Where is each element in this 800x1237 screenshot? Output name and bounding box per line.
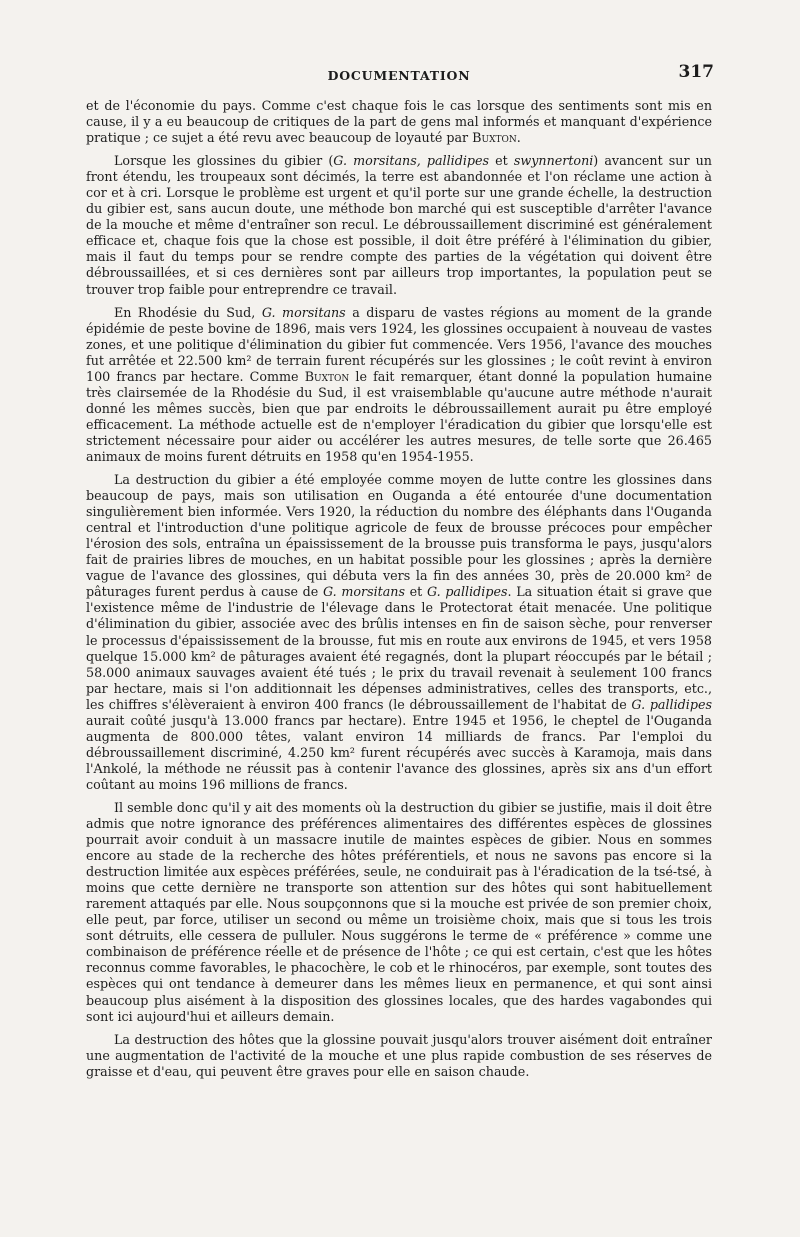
running-header (86, 62, 712, 86)
paragraph-6-text: La destruction des hôtes que la glossine pouvait jusqu'alors trouver aisément doit entraîner une augmentation de l'activité de la mouche et une plus rapide combustion de ses réserves de graisse et d'eau, qui peuvent être graves pour elle en saison chaude. (86, 1031, 712, 1079)
species-name: G. pallidipes (631, 696, 712, 712)
species-name: G. morsitans, pallidipes (333, 153, 490, 169)
paragraph-2 (86, 153, 712, 297)
paragraph-1-text: et de l'économie du pays. Comme c'est chaque fois le cas lorsque des sentiments sont mis en cause, il y a eu beaucoup de critiques de la part de gens mal informés et manquant d'expérience pratique ; ce sujet a été revu avec beaucoup de loyauté par (86, 98, 712, 146)
paragraph-5-text: Il semble donc qu'il y ait des moments où la destruction du gibier se justifie, mais il doit être admis que notre ignorance des préférences alimentaires des différentes espèces de glossines pourrait avoir conduit à un massacre inutile de maintes espèces de gibier. Nous en sommes encore au stade de la recherche des hôtes préférentiels, et nous ne savons pas encore si la destruction limitée aux espèces préférées, seule, ne conduirait pas à l'éradication de la tsé-tsé, à moins que cette dernière ne transporte son attention sur des hôtes qui sont habituellement rarement attaqués par elle. Nous soupçonnons que si la mouche est privée de son premier choix, elle peut, par force, utiliser un second ou même un troisième choix, mais que si tous les trois sont détruits, elle cessera de pulluler. Nous suggérons le terme de « préférence » comme une combinaison de préférence réelle et de présence de l'hôte ; ce qui est certain, c'est que les hôtes reconnus comme favorables, le phacochère, le cob et le rhinocéros, par exemple, sont toutes des espèces qui ont tendance à demeurer dans les mêmes lieux en permanence, et qui sont ainsi beaucoup plus aisément à la disposition des glossines locales, que des hardes vagabondes qui sont ici aujourd'hui et ailleurs demain. (86, 799, 712, 1024)
author-name: Buxton (304, 368, 350, 384)
paragraph-1-end: . (516, 130, 521, 146)
paragraph-6 (86, 1032, 712, 1080)
running-title: DOCUMENTATION (327, 68, 471, 83)
paragraph-2-part-2: et (489, 153, 514, 169)
page-number: 317 (678, 62, 714, 82)
paragraph-2-part-3: ) avancent sur un front étendu, les troupeaux sont décimés, la terre est abandonnée et l'on réclame une action à cor et à cri. Lorsque le problème est urgent et qu'il porte sur une grande échelle, la destruction du gibier est, sans aucun doute, une méthode bon marché qui est susceptible d'arrêter l'avance de la mouche et même d'entraîner son recul. Le débroussaillement discriminé est généralement efficace et, chaque fois que la chose est possible, il doit être préféré à l'élimination du gibier, mais il faut du temps pour se rendre compte des parties de la végétation qui doivent être débroussaillées, et si ces dernières sont par ailleurs trop importantes, la population peut se trouver trop faible pour entreprendre ce travail. (86, 153, 712, 297)
body-text (86, 98, 712, 1080)
paragraph-4-part-3: . La situation était si grave que l'existence même de l'industrie de l'élevage dans le Protectorat était menacée. Une politique d'élimination du gibier, associée avec des brûlis intenses en fin de saison sèche, pour renverser le processus d'épaississement de la brousse, fut mis en route aux environs de 1945, et vers 1958 quelque 15.000 km² de pâturages avaient été regagnés, dont la plupart réoccupés par le bétail ; 58.000 animaux sauvages avaient été tués ; le prix du travail revenait à seulement 100 francs par hectare, mais si l'on additionnait les dépenses administratives, celles des transports, etc., les chiffres s'élèveraient à environ 400 francs (le débroussaillement de l'habitat de (86, 584, 712, 712)
paragraph-5 (86, 800, 712, 1025)
author-name: Buxton (472, 130, 517, 146)
paragraph-3-part-3: le fait remarquer, étant donné la population humaine très clairsemée de la Rhodésie du Sud, il est vraisemblable qu'aucune autre méthode n'aurait donné les mêmes succès, bien que par endroits le débroussaillement aurait pu être employé efficacement. La méthode actuelle est de n'employer l'éradication du gibier que lorsqu'elle est strictement nécessaire pour aider ou accélérer les autres mesures, de telle sorte que 26.465 animaux de moins furent détruits en 1958 qu'en 1954-1955. (86, 368, 712, 464)
species-name: G. pallidipes (426, 584, 508, 600)
paragraph-3 (86, 305, 712, 465)
species-name: swynnertoni (513, 153, 594, 169)
paragraph-4-part-2: et (405, 584, 427, 600)
paragraph-1 (86, 98, 712, 146)
paragraph-4-part-1: La destruction du gibier a été employée comme moyen de lutte contre les glossines dans beaucoup de pays, mais son utilisation en Ouganda a été entourée d'une documentation singulièrement bien informée. Vers 1920, la réduction du nombre des éléphants dans l'Ouganda central et l'introduction d'une politique agricole de feux de brousse précoces pour empêcher l'érosion des sols, entraîna un épaississement de la brousse puis transforma le pays, jusqu'alors fait de prairies libres de mouches, en un habitat possible pour les glossines ; après la dernière vague de l'avance des glossines, qui débuta vers la fin des années 30, près de 20.000 km² de pâturages furent perdus à cause de (86, 472, 712, 600)
paragraph-3-part-1: En Rhodésie du Sud, (114, 304, 262, 320)
paragraph-4-part-4: aurait coûté jusqu'à 13.000 francs par hectare). Entre 1945 et 1956, le cheptel de l'Ouganda augmenta de 800.000 têtes, valant environ 14 milliards de francs. Par l'emploi du débroussaillement discriminé, 4.250 km² furent récupérés avec succès à Karamoja, mais dans l'Ankolé, la méthode ne réussit pas à contenir l'avance des glossines, après six ans d'un effort coûtant au moins 196 millions de francs. (86, 712, 712, 792)
species-name: G. morsitans (261, 304, 346, 320)
species-name: G. morsitans (322, 584, 405, 600)
paragraph-4 (86, 472, 712, 793)
paragraph-3-part-2: a disparu de vastes régions au moment de la grande épidémie de peste bovine de 1896, mais vers 1924, les glossines occupaient à nouveau de vastes zones, et une politique d'élimination du gibier fut commencée. Vers 1956, l'avance des mouches fut arrêtée et 22.500 km² de terrain furent récupérés sur les glossines ; le coût revint à environ 100 francs par hectare. Comme (86, 304, 712, 384)
paragraph-2-part-1: Lorsque les glossines du gibier ( (114, 153, 334, 169)
page (86, 62, 712, 1087)
